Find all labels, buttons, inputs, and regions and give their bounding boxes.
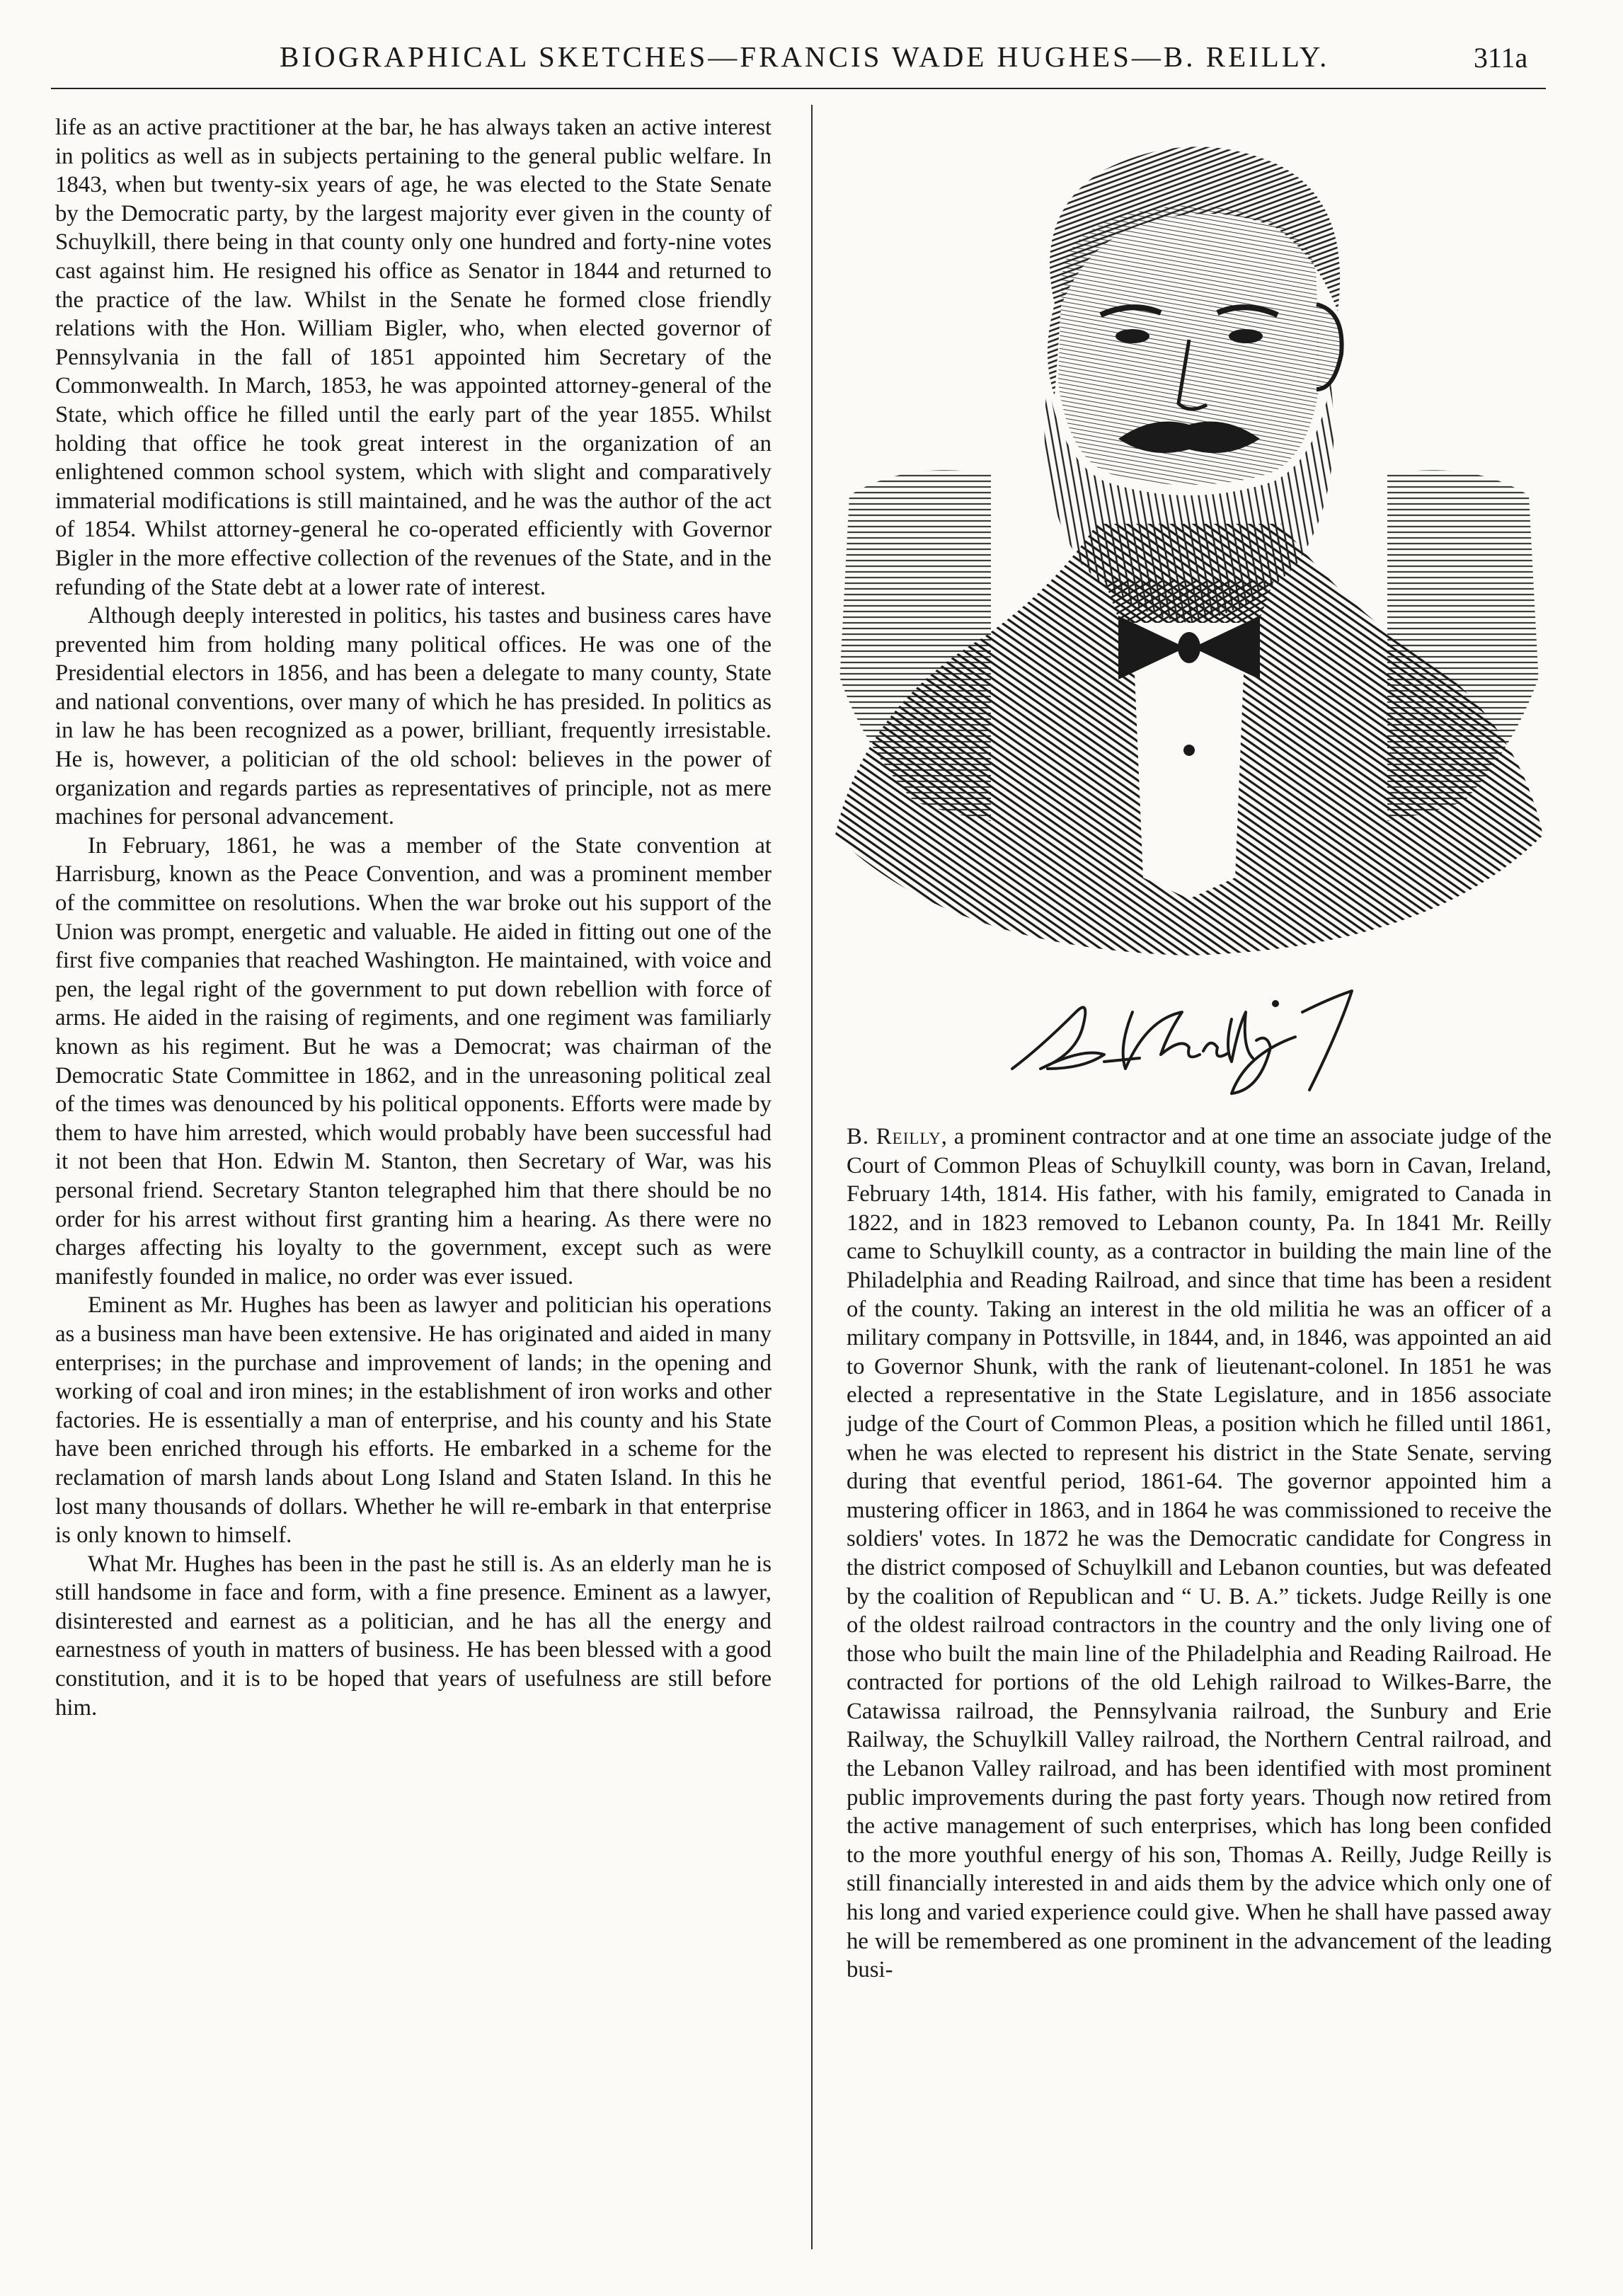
paragraph: life as an active practitioner at the bar, he has always taken an active interest in politics as well as in subjects pertaining to the general public welfare. In 1843, when but twenty-six years of age, he was elected to the State Senate by the Democratic party, by the largest majority ever given in the county of Schuylkill, there being in that county only one hundred and forty-nine votes cast against him. He resigned his office as Senator in 1844 and returned to the practice of the law. Whilst in the Senate he formed close friendly relations with the Hon. William Bigler, who, when elected governor of Pennsylvania in the fall of 1851 appointed him Secretary of the Commonwealth. In March, 1853, he was appointed attorney-general of the State, which office he filled until the early part of the year 1855. Whilst holding that office he took great interest in the organization of an enlightened common school system, which with slight and comparatively immaterial modifications is still maintained, and he was the author of the act of 1854. Whilst attorney-general he co-operated efficiently with Governor Bigler in the more effective collection of the revenues of the State, and in the refunding of the State debt at a lower rate of interest.	[55, 115, 772, 600]
signature	[998, 970, 1394, 1097]
left-column-text	[55, 113, 772, 1722]
right-column-text	[847, 1123, 1552, 1985]
paragraph: Eminent as Mr. Hughes has been as lawyer and politician his operations as a business man have been extensive. He has originated and aided in many enterprises; in the purchase and improvement of lands; in the opening and working of coal and iron mines; in the establishment of iron works and other factories. He is essentially a man of enterprise, and his county and his State have been enriched through his efforts. He embarked in a scheme for the reclamation of marsh lands about Long Island and Staten Island. In this he lost many thousands of dollars. Whether he will re-embark in that enterprise is only known to himself.	[55, 1292, 772, 1549]
running-header-title: BIOGRAPHICAL SKETCHES—FRANCIS WADE HUGHES—B. REILLY.	[280, 40, 1330, 73]
paragraph	[847, 1123, 1552, 1985]
column-divider	[811, 105, 813, 2249]
paragraph: Although deeply interested in politics, his tastes and business cares have prevented him from holding many political offices. He was one of the Presidential electors in 1856, and has been a delegate to many county, State and national conventions, over many of which he has presided. In politics as in law he has been recognized as a power, brilliant, frequently irresistable. He is, however, a politician of the old school: believes in the power of organization and regards parties as representatives of principle, not as mere machines for personal advancement.	[55, 603, 772, 830]
subject-name: B. Reilly,	[847, 1124, 948, 1149]
paragraph: What Mr. Hughes has been in the past he still is. As an elderly man he is still handsome in face and form, with a fine presence. Eminent as a lawyer, disinterested and earnest as a politician, and he has all the energy and earnestness of youth in matters of business. He has been blessed with a good constitution, and it is to be hoped that years of usefulness are still before him.	[55, 1551, 772, 1721]
page-number: 311a	[1474, 42, 1528, 74]
header-rule	[51, 88, 1546, 89]
paragraph-body: a prominent contractor and at one time an associate judge of the Court of Common Pleas of Schuylkill county, was born in Cavan, Ireland, February 14th, 1814. His father, with his family, emigrated to Canada in 1822, and in 1823 removed to Lebanon county, Pa. In 1841 Mr. Reilly came to Schuylkill county, as a contractor in building the main line of the Philadelphia and Reading Railroad, and since that time has been a resident of the county. Taking an interest in the old militia he was an officer of a military company in Pottsville, in 1844, and, in 1846, was appointed an aid to Governor Shunk, with the rank of lieutenant-colonel. In 1851 he was elected a representative in the State Legislature, and in 1856 associate judge of the Court of Common Pleas, a position which he filled until 1861, when he was elected to represent his district in the State Senate, serving during that eventful period, 1861-64. The governor appointed him a mustering officer in 1863, and in 1864 he was commissioned to receive the soldiers' votes. In 1872 he was the Democratic candidate for Congress in the district composed of Schuylkill and Lebanon counties, but was defeated by the coalition of Republican and “ U. B. A.” tickets. Judge Reilly is one of the oldest railroad contractors in the country and the only living one of those who built the main line of the Philadelphia and Reading Railroad. He contracted for portions of the old Lehigh railroad to Wilkes-Barre, the Catawissa railroad, the Pennsylvania railroad, the Sunbury and Erie Railway, the Schuylkill Valley railroad, the Northern Central railroad, and the Lebanon Valley railroad, and has been identified with most prominent public improvements during the past forty years. Though now retired from the active management of such enterprises, which has long been confided to the more youthful energy of his son, Thomas A. Reilly, Judge Reilly is still financially interested in and aids them by the advice which only one of his long and varied experience could give. When he shall have passed away he will be remembered as one prominent in the advancement of the leading busi-	[847, 1124, 1552, 1983]
engraved-portrait	[821, 127, 1557, 984]
paragraph: In February, 1861, he was a member of the State convention at Harrisburg, known as the Peace Convention, and was a prominent member of the committee on resolutions. When the war broke out his support of the Union was prompt, energetic and valuable. He aided in fitting out one of the first five companies that reached Washington. He maintained, with voice and pen, the legal right of the government to put down rebellion with force of arms. He aided in the raising of regiments, and one regiment was familiarly known as his regiment. But he was a Democrat; was chairman of the Democratic State Committee in 1862, and in the unreasoning political zeal of the times was denounced by his political opponents. Efforts were made by them to have him arrested, which would probably have been successful had it not been that Hon. Edwin M. Stanton, then Secretary of War, was his personal friend. Secretary Stanton telegraphed him that there should be no order for his arrest without first granting him a hearing. As there were no charges affecting his loyalty to the government, except such as were manifestly founded in malice, no order was ever issued.	[55, 832, 772, 1290]
